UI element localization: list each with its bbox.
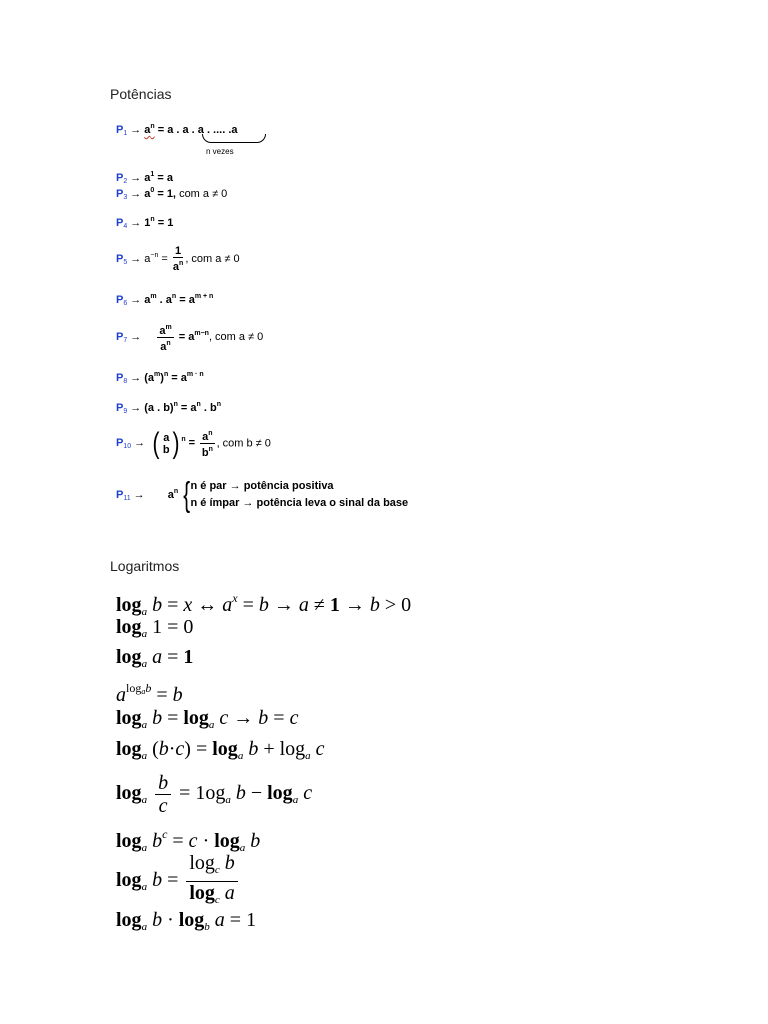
section-title-logaritmos: Logaritmos xyxy=(110,558,180,574)
formula-log-power-identity: $a^{log_ab} = b$ xyxy=(116,681,183,706)
p11-case-odd: n é ímpar → potência leva o sinal da base xyxy=(190,497,409,509)
formula-p5: $P_5 \to a^{-n}$ = $\frac{1}{a^n}$ , com a ≠ 0 xyxy=(116,245,240,273)
formula-log-base: $\log_a a = 1$ xyxy=(116,646,194,670)
formula-p6: $P_6 \to a^m$ . $a^n = a^{m + n}$ xyxy=(116,293,214,307)
formula-log-quotient: $\log_a$ $\frac{b}{c}$ = $1og_a$ $b - \log_a c$ xyxy=(116,772,313,817)
formula-p8: $P_8 \to (a^m)^n = a^{m \cdot n}$ xyxy=(116,371,204,385)
formula-p1: $P_1 \to a^n = a$ . a . a . .... .a xyxy=(116,123,238,137)
formula-p2: $P_2 \to a^1 = a$ xyxy=(116,171,173,185)
underbrace xyxy=(202,134,266,143)
p11-case-even: n é par → potência positiva xyxy=(190,480,334,492)
formula-log-one: $\log_a 1 = 0$ xyxy=(116,616,194,640)
formula-p3: $P_3 \to a^0 = 1$, com a ≠ 0 xyxy=(116,187,228,201)
formula-log-change-base: $\log_a b$ = $\frac{\log_c b}{\log_c a}$ xyxy=(116,852,241,911)
underbrace-label: n vezes xyxy=(206,147,234,156)
formula-p9: $P_9 \to (a$ . $b)^n = a^n$ . $b^n$ xyxy=(116,401,221,415)
formula-log-reciprocal: $\log_a b \cdot \log_b a = 1$ xyxy=(116,909,257,933)
formula-p7: $P_7$ → $\frac{a^m}{a^n}$ = $a^{m-n}$, com a ≠ 0 xyxy=(116,324,264,353)
formula-log-equality: $\log_a b = \log_a c \to b = c$ xyxy=(116,707,299,731)
formula-log-exponent: $\log_a b^c = c \cdot \log_a b$ xyxy=(116,827,261,854)
formula-p11: $P_{11} \to a^n$ { n é par → potência positiva n é ímpar → potência leva o sinal da base xyxy=(116,476,409,514)
formula-p4: $P_4 \to 1^n = 1$ xyxy=(116,216,174,230)
formula-log-product: $\log_a (b\cdot c) = \log_a b + \log_a c$ xyxy=(116,738,325,762)
section-title-potencias: Potências xyxy=(110,86,172,102)
formula-log-definition: $\log_a b = x$ ↔ $a^x = b \to a \ne 1 \to b > 0$ xyxy=(116,591,412,618)
formula-p10: $P_{10}$ → ( a b ) $^n$ = $\frac{a^n}{b^n}$ , com b ≠ 0 xyxy=(116,426,271,460)
